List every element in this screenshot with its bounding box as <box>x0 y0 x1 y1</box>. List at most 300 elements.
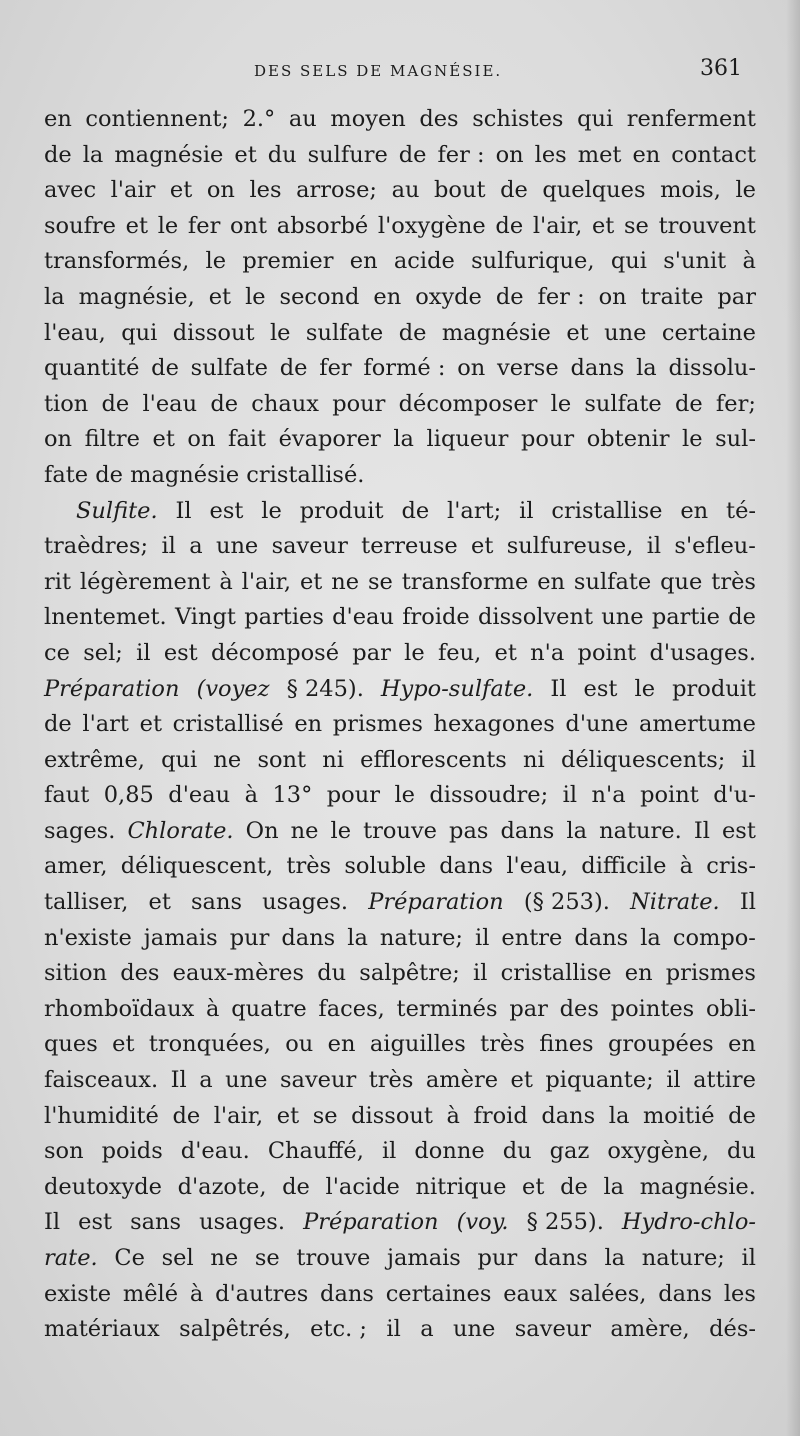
italic-term: Préparation <box>44 675 180 702</box>
word: absorbé <box>276 212 369 239</box>
word: produit <box>672 675 756 702</box>
text-line <box>44 1241 756 1277</box>
word: Il <box>175 497 192 524</box>
word: de <box>210 390 239 417</box>
word: se <box>624 212 649 239</box>
italic-term: Préparation <box>368 889 504 916</box>
word: la <box>566 817 588 844</box>
running-head: DES SELS DE MAGNÉSIE. <box>254 62 503 80</box>
word: la <box>82 141 104 168</box>
word: compo- <box>672 924 756 951</box>
word: quatre <box>231 995 307 1022</box>
word: oxygène, <box>607 1138 709 1165</box>
word: tion <box>44 390 89 417</box>
text-line <box>44 921 756 957</box>
word: schistes <box>472 106 564 132</box>
word: contact <box>671 141 756 168</box>
word: talliser, <box>44 889 129 916</box>
word: met <box>577 141 622 168</box>
italic-term: (voy. <box>456 1209 509 1236</box>
word: sulfurique, <box>471 248 595 275</box>
word: l'humidité <box>44 1102 159 1129</box>
word: à <box>742 248 756 275</box>
word: sulfate <box>584 390 662 417</box>
word: le <box>634 675 656 702</box>
word: dans <box>570 355 625 382</box>
text-line <box>44 743 756 779</box>
word: de <box>401 497 430 524</box>
word: soluble <box>344 853 427 880</box>
word: le <box>269 319 291 346</box>
text-line <box>44 316 756 352</box>
word: et <box>522 1173 545 1200</box>
word: fate de magnésie cristallisé. <box>44 461 365 488</box>
word: l'air, <box>532 212 583 239</box>
word: du <box>502 1138 532 1165</box>
text-line <box>44 1205 756 1241</box>
word: faisceaux. <box>44 1067 159 1094</box>
word: faces, <box>318 995 385 1022</box>
word: a <box>420 1316 434 1343</box>
word: nitrique <box>415 1173 507 1200</box>
word: sel; <box>83 639 123 666</box>
word: est <box>721 817 756 844</box>
italic-term: Hydro-chlo- <box>621 1209 756 1236</box>
word: qui <box>121 319 158 346</box>
word: est <box>209 497 244 524</box>
word: le <box>261 497 282 524</box>
word: le <box>682 426 703 453</box>
word: saveur <box>514 1316 591 1343</box>
word: dissolvent <box>478 604 593 631</box>
word: matériaux <box>44 1316 160 1343</box>
word: il <box>741 746 756 773</box>
word: que <box>660 568 703 595</box>
word: point <box>577 639 637 666</box>
word: dans <box>533 1245 588 1271</box>
word: à <box>189 1280 204 1307</box>
word: très <box>711 568 756 595</box>
word: Ce <box>114 1245 145 1271</box>
word: on <box>187 426 216 453</box>
word: et <box>152 426 175 453</box>
text-line <box>44 885 756 921</box>
word: extrême, <box>44 746 145 773</box>
word: pas <box>449 817 489 844</box>
word: certaines <box>385 1280 492 1307</box>
word: se <box>367 568 393 595</box>
word: en <box>327 1031 356 1058</box>
word: gaz <box>549 1138 590 1165</box>
word: ont <box>230 212 268 239</box>
word: et <box>139 711 162 738</box>
word: premier <box>242 248 334 275</box>
word: terreuse <box>361 533 458 560</box>
word: etc. ; <box>310 1316 367 1343</box>
text-line <box>44 1277 756 1313</box>
word: nature; <box>641 1245 725 1271</box>
word: très <box>368 1067 414 1094</box>
word: il <box>136 639 151 666</box>
word: dissoudre; <box>429 782 549 809</box>
word: la <box>603 1173 625 1200</box>
word: de <box>728 1102 756 1129</box>
word: et <box>148 889 171 916</box>
text-line <box>44 422 756 458</box>
text-line <box>44 1312 756 1348</box>
word: prismes <box>332 711 423 738</box>
word: froide <box>402 604 470 631</box>
word: d'u- <box>713 782 756 809</box>
word: lnentemet. <box>44 604 167 631</box>
word: dissout <box>351 1102 433 1129</box>
word: eaux <box>503 1280 558 1307</box>
word: contiennent; <box>85 106 229 132</box>
word: d'azote, <box>177 1173 267 1200</box>
word: en <box>537 568 565 595</box>
word: rit <box>44 568 71 595</box>
word: ne <box>331 568 360 595</box>
text-line <box>44 494 756 530</box>
word: au <box>288 106 317 132</box>
word: d'eau. <box>180 1138 250 1165</box>
text-line <box>44 956 756 992</box>
word: amère, <box>610 1316 690 1343</box>
word: renferment <box>626 106 756 132</box>
italic-term: Préparation <box>303 1209 439 1236</box>
word: acide <box>393 248 455 275</box>
word: bout <box>434 177 486 204</box>
word: s'efleu- <box>674 533 756 560</box>
word: arrose; <box>296 177 377 204</box>
word: la <box>393 426 414 453</box>
word: l'acide <box>325 1173 400 1200</box>
word: parties <box>244 604 324 631</box>
word: faut <box>44 782 90 809</box>
word: il <box>666 1067 681 1094</box>
word: a <box>189 533 203 560</box>
word: n'a <box>591 782 626 809</box>
word: entre <box>501 924 563 951</box>
word: sulfureuse, <box>506 533 634 560</box>
word: oxyde <box>415 283 482 310</box>
italic-term: Nitrate. <box>630 889 720 916</box>
word: moitié <box>642 1102 715 1129</box>
word: du <box>267 141 297 168</box>
word: au <box>391 177 420 204</box>
word: par <box>509 995 548 1022</box>
word: par <box>717 283 756 310</box>
word: attire <box>693 1067 756 1094</box>
text-line <box>44 672 756 708</box>
word: filtre <box>84 426 140 453</box>
word: ques <box>44 1031 98 1058</box>
word: saveur <box>279 1067 357 1094</box>
word: sont <box>257 746 307 773</box>
word: le <box>245 283 266 310</box>
text-line <box>44 778 756 814</box>
word: fer : <box>437 141 485 168</box>
word: en <box>294 711 323 738</box>
word: décomposer <box>398 390 538 417</box>
word: dans <box>281 924 336 951</box>
word: traite <box>640 283 704 310</box>
word: fer <box>319 355 352 382</box>
word: le <box>330 817 352 844</box>
word: usages. <box>262 889 349 916</box>
word: on <box>457 355 486 382</box>
italic-term: Sulfite. <box>76 497 158 524</box>
word: se <box>312 1102 338 1129</box>
word: dans <box>541 1102 596 1129</box>
word: Il <box>693 817 710 844</box>
word: évaporer <box>278 426 381 453</box>
word: de <box>398 141 427 168</box>
word: point <box>640 782 699 809</box>
text-body <box>44 102 756 1348</box>
word: de <box>279 355 308 382</box>
word: de <box>728 604 756 631</box>
word: salpêtre; <box>359 960 460 987</box>
text-line <box>44 173 756 209</box>
word: sel <box>161 1245 194 1271</box>
word: Chauffé, <box>267 1138 364 1165</box>
page-edge-shadow <box>786 0 800 1436</box>
word: partie <box>651 604 720 631</box>
word: à <box>446 1102 460 1129</box>
word: déliquescents; <box>560 746 726 773</box>
word: est <box>78 1209 113 1236</box>
word: la <box>640 924 661 951</box>
word: est <box>163 639 198 666</box>
word: n'existe <box>44 924 132 951</box>
word: a <box>199 1067 213 1094</box>
word: des <box>419 106 459 132</box>
word: piquante; <box>545 1067 654 1094</box>
word: sulfate <box>573 568 652 595</box>
word: la <box>636 355 657 382</box>
word: et <box>112 1031 135 1058</box>
word: froid <box>473 1102 528 1129</box>
word: et <box>234 141 257 168</box>
word: cristallise <box>551 497 663 524</box>
word: et <box>471 533 494 560</box>
word: amer, <box>44 853 108 880</box>
word: de <box>44 711 72 738</box>
page-header <box>0 56 800 86</box>
text-line <box>44 849 756 885</box>
text-line <box>44 707 756 743</box>
word: cristallisé <box>172 711 284 738</box>
word: dans <box>500 817 555 844</box>
word: en <box>632 141 661 168</box>
word: 13° <box>272 782 313 809</box>
word: on <box>495 141 524 168</box>
word: et <box>169 177 193 204</box>
word: sans <box>191 889 243 916</box>
word: les <box>249 177 282 204</box>
text-line <box>44 351 756 387</box>
word: il <box>161 533 176 560</box>
word: est <box>583 675 618 702</box>
word: hexagones <box>433 711 555 738</box>
word: très <box>480 1031 525 1058</box>
word: dans <box>658 1280 713 1307</box>
word: et <box>494 639 517 666</box>
word: le <box>157 212 179 239</box>
word: Il <box>739 889 756 916</box>
word: 0,85 <box>103 782 154 809</box>
word: pur <box>477 1245 518 1271</box>
word: sulfate <box>305 319 384 346</box>
word: d'eau <box>332 604 394 631</box>
word: ni <box>322 746 344 773</box>
word: de <box>101 390 130 417</box>
word: la <box>604 1245 626 1271</box>
word: il <box>562 782 578 809</box>
word: trouve <box>296 1245 371 1271</box>
word: On <box>245 817 279 844</box>
word: une <box>225 1067 268 1094</box>
text-line <box>44 992 756 1028</box>
word: trouvent <box>658 212 756 239</box>
word: difficile <box>581 853 667 880</box>
word: une <box>601 604 644 631</box>
word: on <box>44 426 73 453</box>
word: des <box>120 960 160 987</box>
word: en <box>349 248 378 275</box>
word: l'art <box>82 711 129 738</box>
word: Il <box>44 1209 61 1236</box>
word: l'art; <box>447 497 502 524</box>
word: pour <box>520 426 575 453</box>
word: et <box>566 319 589 346</box>
italic-term: (voyez <box>196 675 270 702</box>
word: poids <box>101 1138 163 1165</box>
word: dans <box>439 853 494 880</box>
word: l'air <box>110 177 156 204</box>
word: mêlé <box>122 1280 179 1307</box>
word: jamais <box>143 924 218 951</box>
text-line <box>44 458 756 494</box>
word: en <box>680 497 709 524</box>
word: té- <box>726 497 756 524</box>
word: groupées <box>607 1031 714 1058</box>
text-line <box>44 280 756 316</box>
word: Vingt <box>174 604 236 631</box>
word: fer; <box>715 390 756 417</box>
word: et <box>125 212 149 239</box>
word: une <box>604 319 647 346</box>
word: magnésie <box>441 319 551 346</box>
word: nature; <box>379 924 463 951</box>
word: de <box>495 283 524 310</box>
word: l'eau, <box>44 319 106 346</box>
word: liqueur <box>426 426 509 453</box>
word: deutoxyde <box>44 1173 162 1200</box>
word: nature. <box>599 817 682 844</box>
word: donne <box>414 1138 485 1165</box>
word: obtenir <box>586 426 670 453</box>
word: ou <box>285 1031 314 1058</box>
word: sul- <box>715 426 756 453</box>
word: légèrement <box>79 568 211 595</box>
word: soufre <box>44 212 116 239</box>
word: dissolu- <box>668 355 756 382</box>
word: les <box>534 141 567 168</box>
word: ce <box>44 639 70 666</box>
word: qui <box>577 106 614 132</box>
word: ne <box>290 817 319 844</box>
word: d'une <box>565 711 629 738</box>
word: dans <box>320 1280 374 1307</box>
word: feu, <box>437 639 482 666</box>
text-line <box>44 1063 756 1099</box>
word: existe <box>44 1280 112 1307</box>
word: magnésie <box>114 141 224 168</box>
word: Il <box>550 675 567 702</box>
word: les <box>723 1280 756 1307</box>
word: efflorescents <box>360 746 507 773</box>
text-line <box>44 1170 756 1206</box>
word: obli- <box>706 995 756 1022</box>
word: jamais <box>386 1245 461 1271</box>
word: très <box>286 853 332 880</box>
word: il <box>473 960 488 987</box>
word: terminés <box>396 995 498 1022</box>
word: décomposé <box>211 639 340 666</box>
text-line <box>44 102 756 138</box>
word: en <box>624 960 653 987</box>
word: le <box>735 177 756 204</box>
word: cris- <box>706 853 756 880</box>
word: déliquescent, <box>120 853 274 880</box>
word: qui <box>161 746 198 773</box>
word: cristallise <box>500 960 612 987</box>
word: il <box>475 924 490 951</box>
word: usages. <box>199 1209 286 1236</box>
text-line <box>44 1099 756 1135</box>
word: et <box>299 568 323 595</box>
word: pointes <box>610 995 695 1022</box>
word: fer <box>187 212 221 239</box>
text-line <box>44 565 756 601</box>
word: l'eau <box>142 390 198 417</box>
word: l'oxygène <box>377 212 486 239</box>
word: quantité <box>44 355 140 382</box>
word: le <box>404 639 425 666</box>
word: l'air, <box>241 568 292 595</box>
word: de <box>151 355 179 382</box>
text-line <box>44 1134 756 1170</box>
word: mois, <box>660 177 721 204</box>
word: son <box>44 1138 84 1165</box>
word: avec <box>44 177 97 204</box>
word: le <box>394 782 415 809</box>
word: sulfure <box>307 141 388 168</box>
word: de <box>674 390 703 417</box>
word: traèdres; <box>44 533 149 560</box>
word: chaux <box>251 390 319 417</box>
word: salées, <box>568 1280 647 1307</box>
word: s'unit <box>663 248 727 275</box>
word: on <box>598 283 627 310</box>
italic-term: Hypo-sulfate. <box>380 675 534 702</box>
word: l'air, <box>213 1102 264 1129</box>
text-line <box>44 387 756 423</box>
text-line <box>44 209 756 245</box>
word: de <box>44 141 72 168</box>
